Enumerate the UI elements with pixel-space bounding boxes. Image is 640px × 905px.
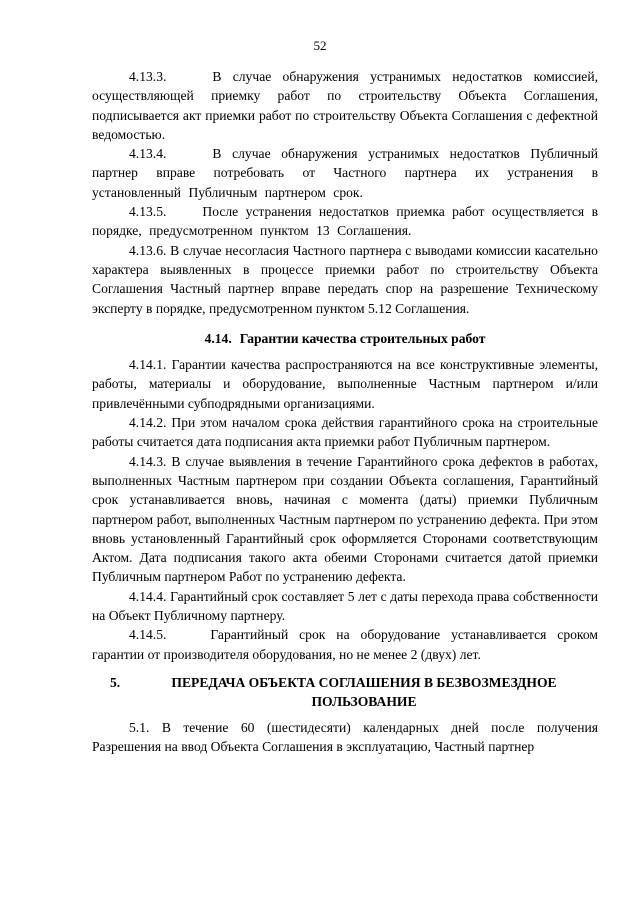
paragraph-number: 4.13.5. — [129, 204, 167, 220]
paragraph-4-13-4 — [92, 144, 598, 202]
heading-number: 4.14. — [204, 330, 232, 346]
paragraph-4-14-5 — [92, 625, 598, 664]
page-content — [92, 67, 598, 756]
paragraph-4-14-4 — [92, 587, 598, 626]
paragraph-number: 4.14.5. — [129, 627, 167, 643]
paragraph-text: При этом началом срока действия гарантийного срока на строительные работы считается дата подписания акта приемки работ Публичным партнером. — [92, 415, 599, 450]
paragraph-number: 4.13.6. — [129, 242, 167, 258]
paragraph-number: 4.13.4. — [129, 146, 167, 162]
heading-title: Гарантии качества строительных работ — [239, 330, 486, 346]
paragraph-number: 4.13.3. — [129, 69, 167, 84]
paragraph-number: 4.14.3. — [129, 453, 167, 469]
paragraph-text: В случае несогласия Частного партнера с выводами комиссии касательно характера выявленных в процессе приемки работ по строительству Объекта Соглашения Частный партнер вправе передать спор на разрешение Техническому эксперту в порядке, предусмотренном пунктом 5.12 Соглашения. — [92, 242, 598, 316]
section-title-line-2: ПОЛЬЗОВАНИЕ — [311, 694, 417, 710]
paragraph-text: Гарантии качества распространяются на все конструктивные элементы, работы, материалы и оборудование, выполненные Частным партнером и/или привлечёнными субподрядными организациями. — [92, 357, 598, 411]
section-heading-5 — [92, 673, 598, 712]
page-number: 52 — [313, 38, 327, 53]
section-heading-4-14 — [92, 329, 598, 348]
paragraph-4-13-5 — [92, 202, 598, 241]
section-title-line-1: ПЕРЕДАЧА ОБЪЕКТА СОГЛАШЕНИЯ В БЕЗВОЗМЕЗДНОЕ — [171, 674, 557, 690]
paragraph-text: После устранения недостатков приемка работ осуществляется в порядке, предусмотренном пунктом 13 Соглашения. — [92, 204, 598, 239]
paragraph-5-1 — [92, 718, 598, 757]
section-number: 5. — [110, 674, 121, 690]
paragraph-4-14-2 — [92, 413, 598, 452]
paragraph-text: В случае выявления в течение Гарантийного срока дефектов в работах, выполненных Частным партнером при создании Объекта соглашения, Гарантийный срок устанавливается вновь, начиная с момента (даты) приемки Публичным партнером работ, выполненных Частным партнером по устранению дефекта. При этом вновь установленный Гарантийный срок оформляется Сторонами соответствующим Актом. Дата подписания такого акта обеими Сторонами считается датой приемки Публичным партнером Работ по устранению дефекта. — [92, 453, 598, 585]
paragraph-number: 4.14.2. — [129, 415, 167, 431]
paragraph-number: 4.14.4. — [129, 588, 167, 604]
paragraph-number: 4.14.1. — [129, 357, 167, 373]
paragraph-4-13-3 — [92, 67, 598, 144]
paragraph-text: Гарантийный срок составляет 5 лет с даты перехода права собственности на Объект Публичному партнеру. — [92, 588, 598, 624]
paragraph-text: В случае обнаружения устранимых недостатков комиссией, осуществляющей приемку работ по строительству Объекта Соглашения, подписывается акт приемки работ по строительству Объекта Соглашения с дефектной ведомостью. — [92, 69, 598, 142]
paragraph-4-14-3 — [92, 452, 598, 587]
paragraph-text: В течение 60 (шестидесяти) календарных дней после получения Разрешения на ввод Объекта Соглашения в эксплуатацию, Частный партнер — [92, 719, 598, 754]
paragraph-4-13-6 — [92, 241, 598, 318]
paragraph-text: В случае обнаружения устранимых недостатков Публичный партнер вправе потребовать от Частного партнера их устранения в установленный Публичным партнером срок. — [92, 146, 598, 200]
paragraph-4-14-1 — [92, 355, 598, 413]
paragraph-number: 5.1. — [129, 719, 150, 735]
paragraph-text: Гарантийный срок на оборудование устанавливается сроком гарантии от производителя оборудования, но не менее 2 (двух) лет. — [92, 627, 598, 662]
